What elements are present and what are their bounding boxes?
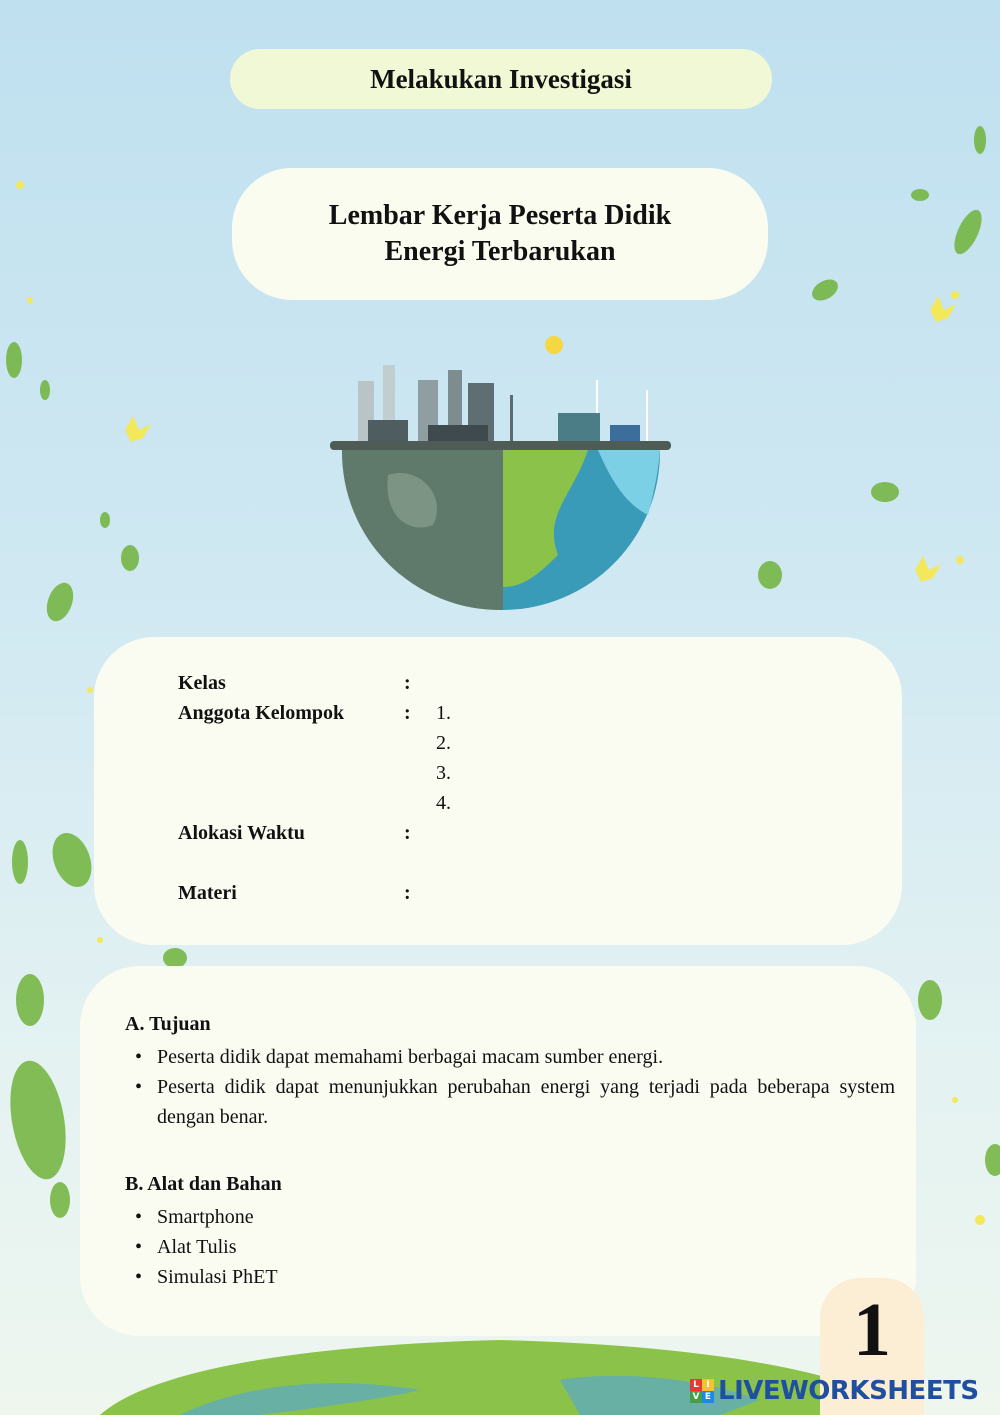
alat-title: B. Alat dan Bahan (125, 1173, 282, 1195)
content-card (80, 966, 916, 1336)
alat-item-2: • Alat Tulis (135, 1232, 895, 1262)
tujuan-item-2: • Peserta didik dapat menunjukkan perubahan energi yang terjadi pada beberapa system dengan benar. (135, 1072, 895, 1132)
worksheet-title-pill (232, 168, 768, 300)
liveworksheets-logo-icon: L I V E (690, 1379, 714, 1403)
header-title: Melakukan Investigasi (370, 63, 632, 94)
materi-label: Materi (178, 882, 237, 904)
alokasi-colon: : (404, 822, 411, 844)
tujuan-title: A. Tujuan (125, 1013, 211, 1035)
anggota-label: Anggota Kelompok (178, 702, 345, 724)
kelas-label: Kelas (178, 672, 226, 694)
kelas-colon: : (404, 672, 411, 694)
identity-card (94, 637, 902, 945)
anggota-number-1: 1. (436, 702, 451, 724)
anggota-colon: : (404, 702, 411, 724)
materi-colon: : (404, 882, 411, 904)
tujuan-item-1: • Peserta didik dapat memahami berbagai macam sumber energi. (135, 1042, 895, 1072)
half-earth-illustration (328, 325, 673, 615)
worksheet-title-line2: Energi Terbarukan (384, 236, 616, 267)
page-number: 1 (853, 1288, 891, 1372)
anggota-number-3: 3. (436, 762, 451, 784)
liveworksheets-wordmark: LIVEWORKSHEETS (718, 1376, 979, 1406)
alat-item-1: • Smartphone (135, 1202, 895, 1232)
worksheet-title-line1: Lembar Kerja Peserta Didik (328, 200, 672, 231)
anggota-number-2: 2. (436, 732, 451, 754)
header-pill (230, 49, 772, 109)
alat-item-3: • Simulasi PhET (135, 1262, 895, 1292)
anggota-number-4: 4. (436, 792, 451, 814)
alokasi-label: Alokasi Waktu (178, 822, 305, 844)
liveworksheets-brand[interactable] (690, 1374, 979, 1408)
